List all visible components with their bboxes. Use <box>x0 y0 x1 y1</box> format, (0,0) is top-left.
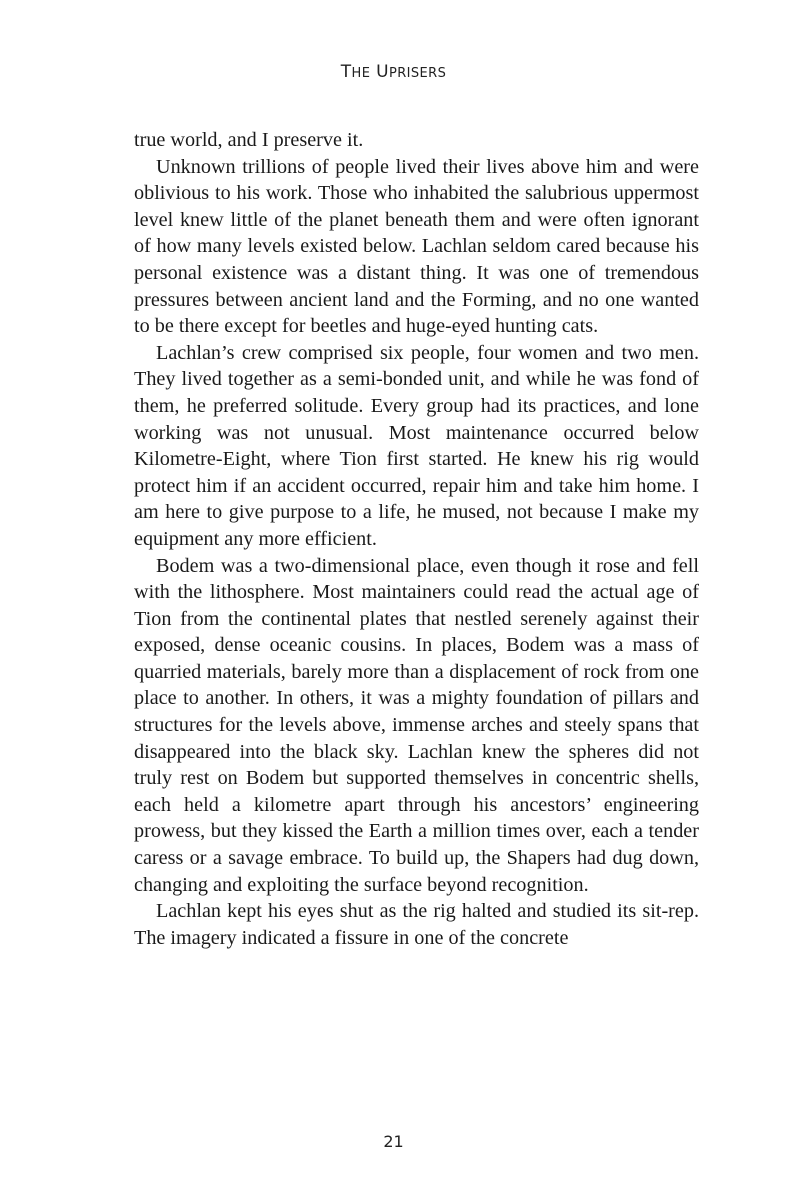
running-head-initial-u: U <box>376 62 389 82</box>
paragraph-1: true world, and I preserve it. <box>134 129 364 151</box>
page-number: 21 <box>383 1132 404 1151</box>
running-head <box>0 62 787 82</box>
paragraph-4: Bodem was a two-dimensional place, even though it rose and fell with the lithosphere. Most maintainers could read the actual age of Tion from the continental plates that nestled serenely against their exposed, dense oceanic cousins. In places, Bodem was a mass of quarried materials, barely more than a displacement of rock from one place to another. In others, it was a mighty foundation of pillars and structures for the levels above, immense arches and steely spans that disappeared into the black sky. Lachlan knew the spheres did not truly rest on Bodem but supported themselves in concentric shells, each held a kilometre apart through his ancestors’ engineering prowess, but they kissed the Earth a million times over, each a tender caress or a savage embrace. To build up, the Shapers had dug down, changing and exploiting the surface beyond recognition. <box>134 554 699 896</box>
body-text <box>134 127 699 951</box>
paragraph-2: Unknown trillions of people lived their lives above him and were oblivious to his work. Those who inhabited the salubrious uppermost level knew little of the planet beneath them and were often ignorant of how many levels existed below. Lachlan seldom cared because his personal existence was a distant thing. It was one of tremendous pressures between ancient land and the Forming, and no one wanted to be there except for beetles and huge-eyed hunting cats. <box>134 155 699 338</box>
running-head-rest-prisers: PRISERS <box>388 66 447 81</box>
paragraph-3: Lachlan’s crew comprised six people, four women and two men. They lived together as a semi-bonded unit, and while he was fond of them, he preferred solitude. Every group had its practices, and lone working was not unusual. Most maintenance occurred below Kilometre-Eight, where Tion first started. He knew his rig would protect him if an accident occurred, repair him and take him home. I am here to give purpose to a life, he mused, not because I make my equipment any more efficient. <box>134 341 699 550</box>
running-head-rest-he: HE <box>351 66 371 81</box>
paragraph-5: Lachlan kept his eyes shut as the rig halted and studied its sit-rep. The imagery indicated a fissure in one of the concrete <box>134 900 699 949</box>
running-head-initial-t: T <box>340 62 352 82</box>
